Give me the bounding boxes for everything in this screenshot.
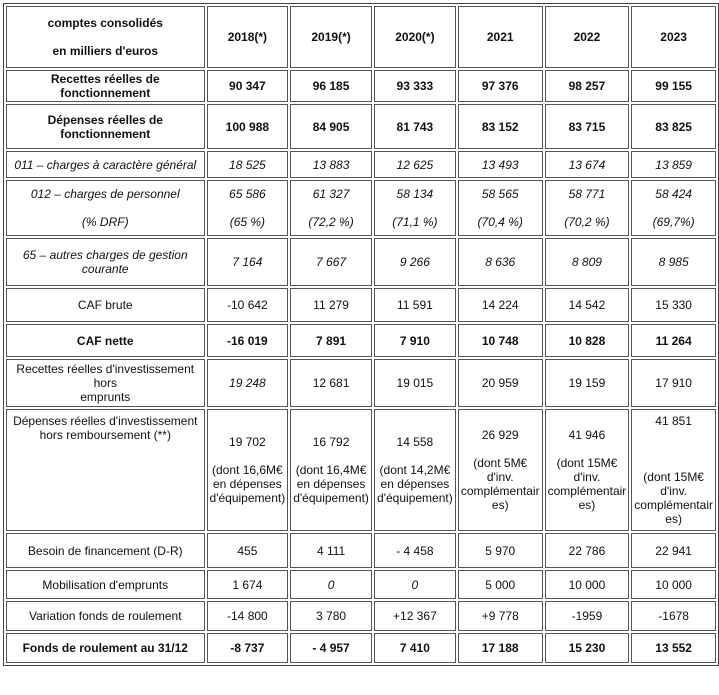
value-cell: 15 230 [545, 633, 630, 663]
table-row [6, 104, 716, 149]
value-cell: 10 828 [545, 324, 630, 357]
value-cell: 15 330 [631, 288, 716, 322]
year-header: 2022 [545, 6, 630, 68]
value-cell: 22 941 [631, 533, 716, 568]
value-cell: 3 780 [290, 601, 372, 631]
year-header: 2023 [631, 6, 716, 68]
table-row [6, 151, 716, 178]
value-cell: 7 164 [207, 238, 289, 286]
row-label: Besoin de financement (D-R) [6, 533, 205, 568]
value-cell: 41 946 (dont 15M€ d'inv. complémentair es) [545, 409, 630, 531]
value-cell: 13 674 [545, 151, 630, 178]
value-cell: 4 111 [290, 533, 372, 568]
value-cell: 17 910 [631, 359, 716, 407]
value-cell: 7 910 [374, 324, 456, 357]
value-cell: 84 905 [290, 104, 372, 149]
value-cell: 14 224 [458, 288, 543, 322]
value-cell: 83 715 [545, 104, 630, 149]
table-row [6, 324, 716, 357]
value-cell: 7 667 [290, 238, 372, 286]
row-label: Fonds de roulement au 31/12 [6, 633, 205, 663]
value-cell: - 4 458 [374, 533, 456, 568]
value-cell: 13 493 [458, 151, 543, 178]
value-cell: 58 565 (70,4 %) [458, 180, 543, 236]
year-header: 2021 [458, 6, 543, 68]
table-row [6, 409, 716, 531]
value-cell: 5 970 [458, 533, 543, 568]
value-cell: 11 264 [631, 324, 716, 357]
value-cell: -14 800 [207, 601, 289, 631]
value-cell: -16 019 [207, 324, 289, 357]
value-cell: 18 525 [207, 151, 289, 178]
value-cell: 11 591 [374, 288, 456, 322]
value-cell: +9 778 [458, 601, 543, 631]
value-cell: 1 674 [207, 570, 289, 599]
table-row [6, 533, 716, 568]
value-cell: -1678 [631, 601, 716, 631]
value-cell: 7 891 [290, 324, 372, 357]
value-cell: 9 266 [374, 238, 456, 286]
value-cell: 12 681 [290, 359, 372, 407]
value-cell: 13 859 [631, 151, 716, 178]
row-label: 65 – autres charges de gestion courante [6, 238, 205, 286]
row-label: 011 – charges à caractère général [6, 151, 205, 178]
value-cell: 16 792 (dont 16,4M€ en dépenses d'équipement) [290, 409, 372, 531]
value-cell: 14 542 [545, 288, 630, 322]
row-label: Variation fonds de roulement [6, 601, 205, 631]
value-cell: 22 786 [545, 533, 630, 568]
value-cell: 58 424 (69,7%) [631, 180, 716, 236]
year-header: 2020(*) [374, 6, 456, 68]
value-cell: 14 558 (dont 14,2M€ en dépenses d'équipement) [374, 409, 456, 531]
value-cell: 5 000 [458, 570, 543, 599]
value-cell: 12 625 [374, 151, 456, 178]
value-cell: 20 959 [458, 359, 543, 407]
table-row [6, 70, 716, 102]
row-label: Dépenses réelles d'investissement hors remboursement (**) [6, 409, 205, 531]
header-label: comptes consolidés en milliers d'euros [6, 6, 205, 68]
table-row [6, 601, 716, 631]
finance-table [3, 3, 719, 666]
row-label: Dépenses réelles de fonctionnement [6, 104, 205, 149]
value-cell: +12 367 [374, 601, 456, 631]
row-label: CAF nette [6, 324, 205, 357]
header-row [6, 6, 716, 68]
value-cell: 10 000 [631, 570, 716, 599]
value-cell: 10 000 [545, 570, 630, 599]
value-cell: -10 642 [207, 288, 289, 322]
value-cell: 11 279 [290, 288, 372, 322]
table-row [6, 180, 716, 236]
row-label: Recettes réelles d'investissement hors emprunts [6, 359, 205, 407]
table-row [6, 633, 716, 663]
value-cell: 8 636 [458, 238, 543, 286]
value-cell: 99 155 [631, 70, 716, 102]
year-header: 2018(*) [207, 6, 289, 68]
value-cell: 83 825 [631, 104, 716, 149]
value-cell: 90 347 [207, 70, 289, 102]
table-row [6, 288, 716, 322]
value-cell: 97 376 [458, 70, 543, 102]
value-cell: 10 748 [458, 324, 543, 357]
value-cell: 7 410 [374, 633, 456, 663]
value-cell: 96 185 [290, 70, 372, 102]
table-row [6, 570, 716, 599]
year-header: 2019(*) [290, 6, 372, 68]
value-cell: 81 743 [374, 104, 456, 149]
value-cell: 8 985 [631, 238, 716, 286]
row-label: CAF brute [6, 288, 205, 322]
value-cell: 19 702 (dont 16,6M€ en dépenses d'équipement) [207, 409, 289, 531]
value-cell: 19 248 [207, 359, 289, 407]
value-cell: -1959 [545, 601, 630, 631]
value-cell: 58 771 (70,2 %) [545, 180, 630, 236]
value-cell: - 4 957 [290, 633, 372, 663]
value-cell: 26 929 (dont 5M€ d'inv. complémentair es) [458, 409, 543, 531]
value-cell: 0 [290, 570, 372, 599]
value-cell: 61 327 (72,2 %) [290, 180, 372, 236]
value-cell: 13 883 [290, 151, 372, 178]
value-cell: 41 851 (dont 15M€ d'inv. complémentair es) [631, 409, 716, 531]
value-cell: 17 188 [458, 633, 543, 663]
value-cell: 100 988 [207, 104, 289, 149]
row-label: Mobilisation d'emprunts [6, 570, 205, 599]
row-label: 012 – charges de personnel (% DRF) [6, 180, 205, 236]
value-cell: 65 586 (65 %) [207, 180, 289, 236]
value-cell: 19 159 [545, 359, 630, 407]
value-cell: 58 134 (71,1 %) [374, 180, 456, 236]
value-cell: 455 [207, 533, 289, 568]
value-cell: -8 737 [207, 633, 289, 663]
table-row [6, 359, 716, 407]
value-cell: 13 552 [631, 633, 716, 663]
row-label: Recettes réelles de fonctionnement [6, 70, 205, 102]
value-cell: 0 [374, 570, 456, 599]
value-cell: 83 152 [458, 104, 543, 149]
value-cell: 19 015 [374, 359, 456, 407]
table-row [6, 238, 716, 286]
value-cell: 8 809 [545, 238, 630, 286]
value-cell: 93 333 [374, 70, 456, 102]
value-cell: 98 257 [545, 70, 630, 102]
